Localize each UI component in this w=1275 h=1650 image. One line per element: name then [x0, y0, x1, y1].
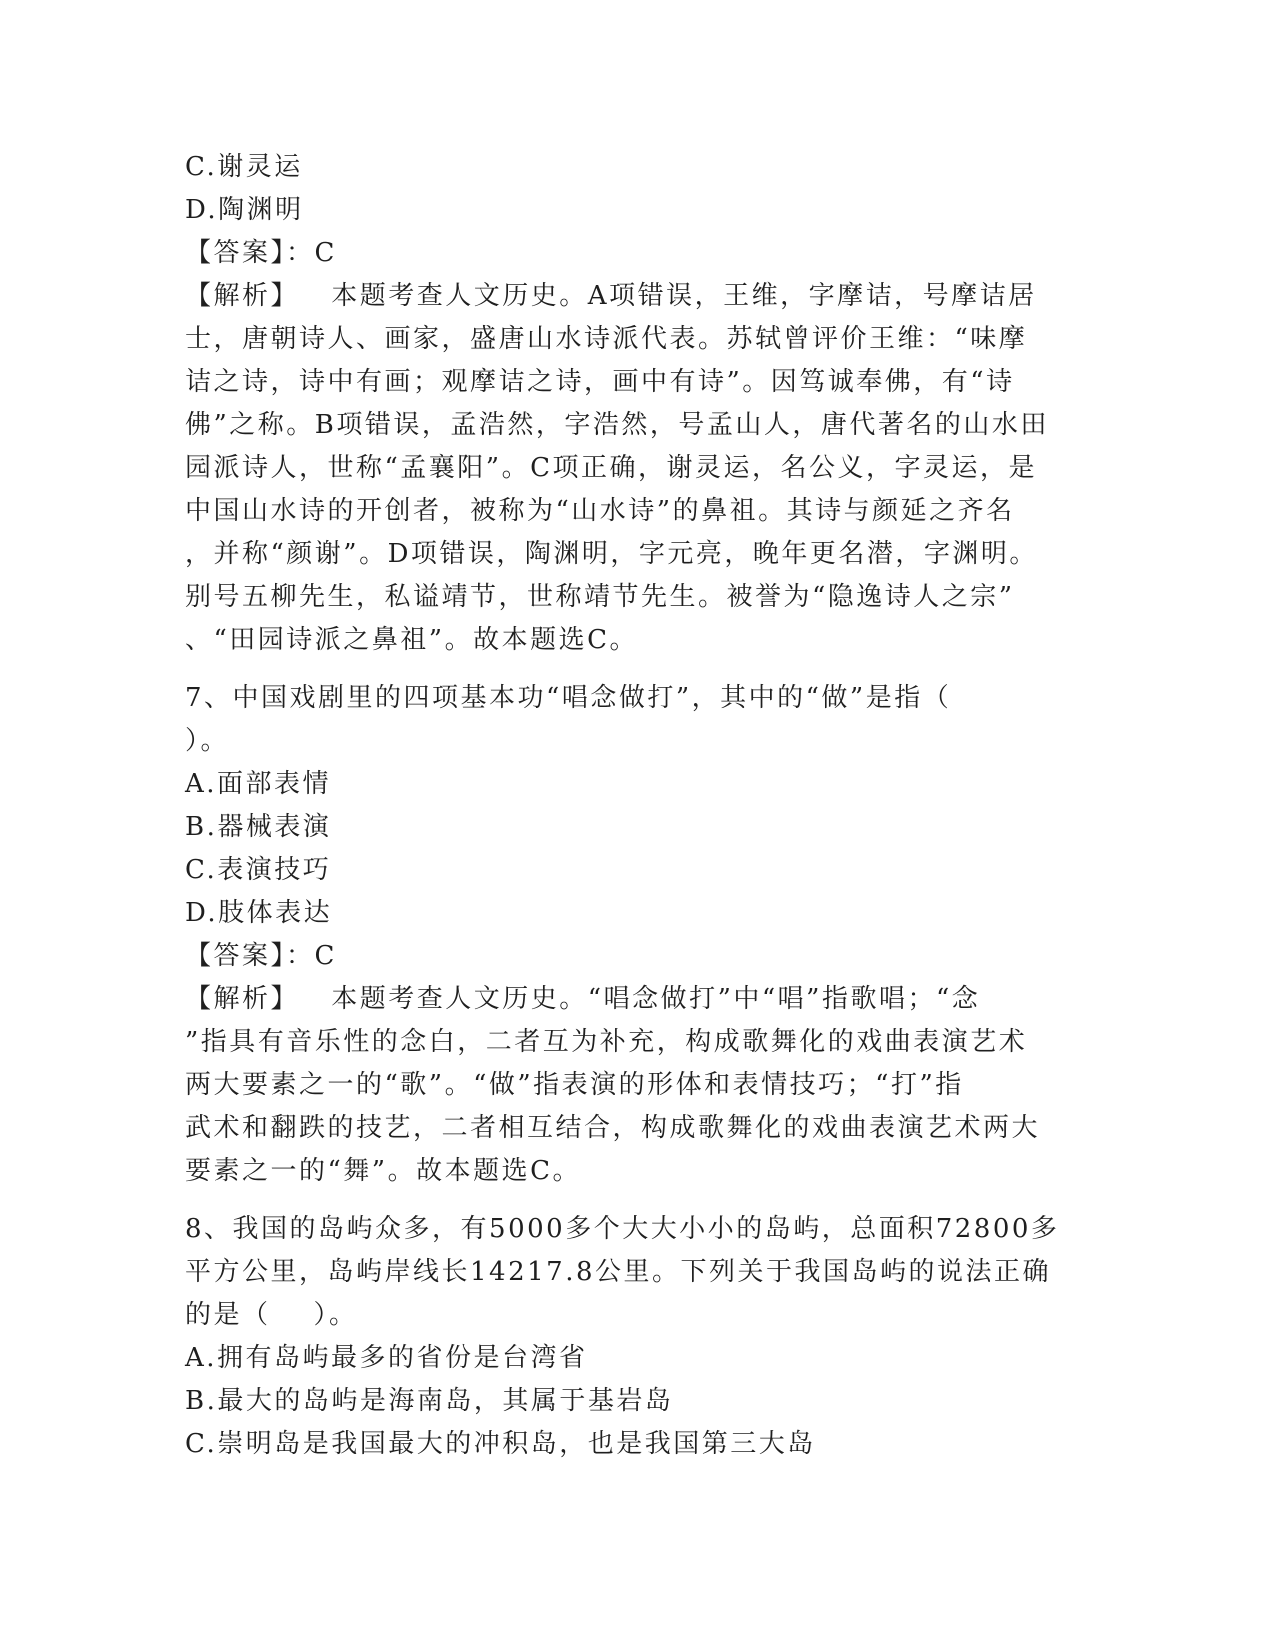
- analysis-line: 要素之一的“舞”。故本题选C。: [185, 1156, 581, 1186]
- q8-option-a: A.拥有岛屿最多的省份是台湾省: [185, 1343, 588, 1373]
- q7-question-line: 7、中国戏剧里的四项基本功“唱念做打”，其中的“做”是指（: [185, 683, 952, 713]
- q8-question-line: 的是（ ）。: [185, 1300, 358, 1330]
- q7-option-a: A.面部表情: [185, 769, 332, 799]
- q7-option-c: C.表演技巧: [185, 855, 332, 885]
- q7-answer: 【答案】：C: [185, 941, 337, 971]
- analysis-line: 中国山水诗的开创者，被称为“山水诗”的鼻祖。其诗与颜延之齐名: [185, 496, 1015, 526]
- document-page: [185, 146, 1085, 1466]
- q8-option-c: C.崇明岛是我国最大的冲积岛，也是我国第三大岛: [185, 1429, 816, 1459]
- analysis-line: ，并称“颜谢”。D项错误，陶渊明，字元亮，晚年更名潜，字渊明。: [185, 539, 1038, 569]
- q8-option-b: B.最大的岛屿是海南岛，其属于基岩岛: [185, 1386, 674, 1416]
- spacer: [185, 662, 1085, 677]
- q6-option-d: D.陶渊明: [185, 195, 304, 225]
- analysis-line: 佛”之称。B项错误，孟浩然，字浩然，号孟山人，唐代著名的山水田: [185, 410, 1049, 440]
- question-7-block: [185, 677, 1085, 1193]
- q8-question-line: 平方公里，岛屿岸线长14217.8公里。下列关于我国岛屿的说法正确: [185, 1257, 1052, 1287]
- analysis-line: 园派诗人，世称“孟襄阳”。C项正确，谢灵运，名公义，字灵运，是: [185, 453, 1037, 483]
- analysis-line: 【解析】 本题考查人文历史。A项错误，王维，字摩诘，号摩诘居: [185, 281, 1037, 311]
- analysis-line: 士，唐朝诗人、画家，盛唐山水诗派代表。苏轼曾评价王维：“味摩: [185, 324, 1028, 354]
- q8-question-line: 8、我国的岛屿众多，有5000多个大大小小的岛屿，总面积72800多: [185, 1214, 1060, 1244]
- q6-analysis: [185, 275, 1085, 662]
- question-8-block: [185, 1208, 1085, 1466]
- q7-question-line: ）。: [185, 726, 230, 756]
- q7-option-d: D.肢体表达: [185, 898, 333, 928]
- q7-analysis: [185, 978, 1085, 1193]
- q6-option-c: C.谢灵运: [185, 152, 303, 182]
- analysis-line: 、“田园诗派之鼻祖”。故本题选C。: [185, 625, 638, 655]
- analysis-line: 武术和翻跌的技艺，二者相互结合，构成歌舞化的戏曲表演艺术两大: [185, 1113, 1041, 1143]
- q7-option-b: B.器械表演: [185, 812, 332, 842]
- q6-answer: 【答案】：C: [185, 238, 337, 268]
- analysis-line: ”指具有音乐性的念白，二者互为补充，构成歌舞化的戏曲表演艺术: [185, 1027, 1028, 1057]
- analysis-line: 【解析】 本题考查人文历史。“唱念做打”中“唱”指歌唱；“念: [185, 984, 981, 1014]
- analysis-line: 诘之诗，诗中有画；观摩诘之诗，画中有诗”。因笃诚奉佛，有“诗: [185, 367, 1015, 397]
- analysis-line: 两大要素之一的“歌”。“做”指表演的形体和表情技巧；“打”指: [185, 1070, 964, 1100]
- spacer: [185, 1193, 1085, 1208]
- question-6-block: [185, 146, 1085, 662]
- analysis-line: 别号五柳先生，私谥靖节，世称靖节先生。被誉为“隐逸诗人之宗”: [185, 582, 1015, 612]
